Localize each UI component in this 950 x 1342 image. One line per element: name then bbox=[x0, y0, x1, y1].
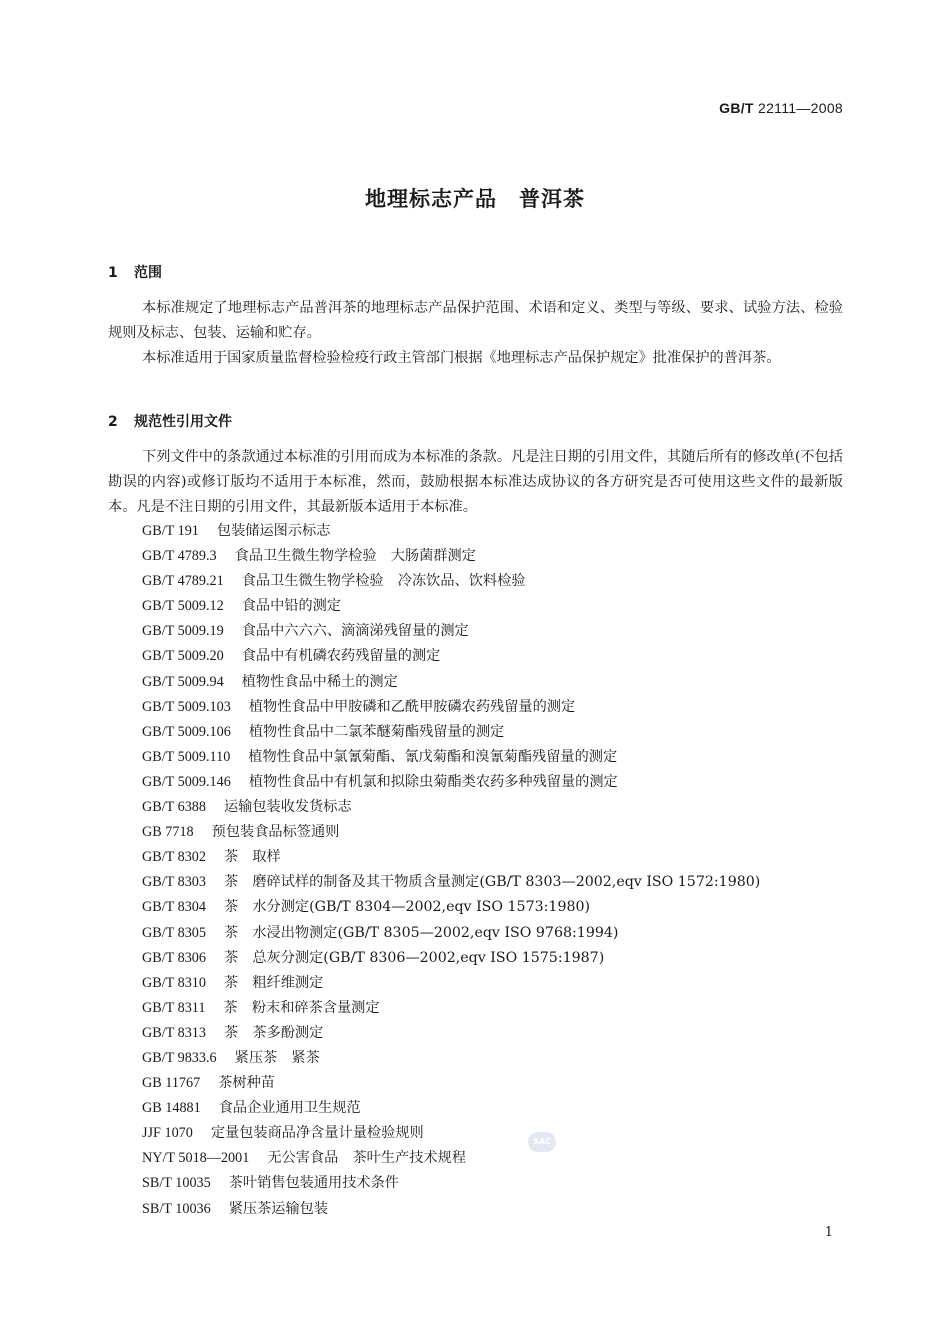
reference-title: 包装储运图示标志 bbox=[216, 523, 331, 539]
reference-title: 茶 水分测定(GB/T 8304—2002,eqv ISO 1573:1980) bbox=[223, 899, 591, 916]
reference-item bbox=[142, 946, 760, 971]
reference-item bbox=[142, 644, 760, 669]
section-number: 2 bbox=[108, 414, 118, 430]
reference-item bbox=[142, 594, 760, 619]
reference-title: 植物性食品中二氯苯醚菊酯残留量的测定 bbox=[248, 723, 505, 740]
section-heading-normative-references bbox=[108, 411, 232, 431]
reference-item bbox=[142, 1046, 760, 1071]
reference-title: 茶 取样 bbox=[223, 849, 281, 866]
reference-title: 植物性食品中甲胺磷和乙酰甲胺磷农药残留量的测定 bbox=[248, 698, 576, 715]
section-title: 规范性引用文件 bbox=[134, 414, 232, 430]
reference-title: 植物性食品中有机氯和拟除虫菊酯类农药多种残留量的测定 bbox=[248, 773, 618, 790]
reference-code: GB/T 8302 bbox=[142, 849, 206, 866]
reference-title: 紧压茶 紧茶 bbox=[234, 1049, 320, 1066]
reference-title: 紧压茶运输包装 bbox=[228, 1200, 329, 1217]
reference-code: GB/T 8306 bbox=[142, 949, 206, 966]
reference-item bbox=[142, 795, 760, 820]
reference-item bbox=[142, 1197, 760, 1222]
reference-item bbox=[142, 670, 760, 695]
reference-title: 食品中六六六、滴滴涕残留量的测定 bbox=[241, 623, 469, 640]
reference-title: 运输包装收发货标志 bbox=[223, 799, 352, 816]
reference-title: 茶叶销售包装通用技术条件 bbox=[228, 1175, 399, 1192]
reference-item bbox=[142, 1096, 760, 1121]
reference-code: GB/T 8311 bbox=[142, 999, 206, 1016]
reference-item bbox=[142, 870, 760, 895]
references-intro-paragraph: 下列文件中的条款通过本标准的引用而成为本标准的条款。凡是注日期的引用文件，其随后所有的修改单(不包括勘误的内容)或修订版均不适用于本标准，然而，鼓励根据本标准达成协议的各方研究是否可使用这些文件的最新版本。凡是不注日期的引用文件，其最新版本适用于本标准。 bbox=[108, 449, 843, 515]
reference-item bbox=[142, 921, 760, 946]
reference-title: 食品卫生微生物学检验 大肠菌群测定 bbox=[234, 548, 476, 565]
reference-code: GB/T 5009.19 bbox=[142, 623, 224, 640]
reference-code: GB/T 8304 bbox=[142, 899, 206, 916]
reference-title: 茶 粗纤维测定 bbox=[223, 974, 324, 991]
scope-paragraph: 本标准适用于国家质量监督检验检疫行政主管部门根据《地理标志产品保护规定》批准保护的普洱茶。 bbox=[142, 350, 781, 366]
reference-code: SB/T 10036 bbox=[142, 1200, 211, 1217]
reference-title: 食品卫生微生物学检验 冷冻饮品、饮料检验 bbox=[241, 573, 526, 590]
reference-title: 茶 总灰分测定(GB/T 8306—2002,eqv ISO 1575:1987) bbox=[223, 949, 605, 966]
reference-title: 植物性食品中稀土的测定 bbox=[241, 673, 398, 690]
reference-item bbox=[142, 770, 760, 795]
scope-paragraph: 本标准规定了地理标志产品普洱茶的地理标志产品保护范围、术语和定义、类型与等级、要求、试验方法、检验规则及标志、包装、运输和贮存。 bbox=[108, 300, 843, 341]
reference-code: GB/T 191 bbox=[142, 523, 199, 539]
reference-code: NY/T 5018—2001 bbox=[142, 1150, 250, 1167]
reference-item bbox=[142, 1146, 760, 1171]
reference-title: 食品中有机磷农药残留量的测定 bbox=[241, 648, 441, 665]
standard-prefix: GB/T bbox=[719, 100, 754, 116]
reference-item bbox=[142, 1021, 760, 1046]
reference-item bbox=[142, 971, 760, 996]
reference-title: 无公害食品 茶叶生产技术规程 bbox=[267, 1150, 466, 1167]
reference-title: 茶 茶多酚测定 bbox=[223, 1024, 324, 1041]
reference-item bbox=[142, 1171, 760, 1196]
reference-item bbox=[142, 845, 760, 870]
reference-title: 定量包装商品净含量计量检验规则 bbox=[210, 1125, 424, 1142]
reference-item bbox=[142, 820, 760, 845]
reference-code: GB/T 5009.146 bbox=[142, 773, 231, 790]
reference-code: GB/T 5009.20 bbox=[142, 648, 224, 665]
reference-code: GB/T 5009.106 bbox=[142, 723, 231, 740]
reference-code: GB/T 5009.12 bbox=[142, 598, 224, 615]
reference-code: GB/T 8303 bbox=[142, 874, 206, 891]
reference-code: GB/T 5009.110 bbox=[142, 748, 231, 765]
reference-code: GB 14881 bbox=[142, 1100, 201, 1117]
standard-number: 22111—2008 bbox=[758, 100, 843, 116]
page-number: 1 bbox=[824, 1225, 833, 1240]
reference-code: GB/T 8305 bbox=[142, 924, 206, 941]
reference-code: GB 11767 bbox=[142, 1075, 201, 1092]
reference-code: GB/T 9833.6 bbox=[142, 1049, 217, 1066]
reference-title: 茶 水浸出物测定(GB/T 8305—2002,eqv ISO 9768:1994) bbox=[223, 924, 619, 941]
reference-item bbox=[142, 544, 760, 569]
reference-code: GB/T 5009.103 bbox=[142, 698, 231, 715]
reference-title: 茶 粉末和碎茶含量测定 bbox=[223, 999, 380, 1016]
section-title: 范围 bbox=[134, 265, 162, 281]
reference-item bbox=[142, 1071, 760, 1096]
document-standard-number bbox=[719, 100, 843, 116]
reference-title: 茶 磨碎试样的制备及其干物质含量测定(GB/T 8303—2002,eqv ISO 1572:1980) bbox=[223, 874, 761, 891]
reference-title: 食品企业通用卫生规范 bbox=[218, 1100, 361, 1117]
reference-list bbox=[142, 519, 760, 1222]
sac-watermark-logo: SAC bbox=[528, 1132, 556, 1152]
reference-title: 预包装食品标签通则 bbox=[211, 824, 340, 841]
reference-title: 茶树种苗 bbox=[218, 1075, 275, 1092]
reference-item bbox=[142, 619, 760, 644]
reference-title: 植物性食品中氯氰菊酯、氰戊菊酯和溴氰菊酯残留量的测定 bbox=[248, 748, 618, 765]
reference-item bbox=[142, 569, 760, 594]
reference-code: GB/T 5009.94 bbox=[142, 673, 224, 690]
reference-code: GB/T 8310 bbox=[142, 974, 206, 991]
reference-item bbox=[142, 720, 760, 745]
reference-code: GB/T 6388 bbox=[142, 799, 206, 816]
reference-item bbox=[142, 1121, 760, 1146]
reference-item bbox=[142, 996, 760, 1021]
reference-code: SB/T 10035 bbox=[142, 1175, 211, 1192]
reference-code: GB/T 4789.21 bbox=[142, 573, 224, 590]
section-heading-scope bbox=[108, 262, 162, 282]
reference-title: 食品中铅的测定 bbox=[241, 598, 342, 615]
reference-code: GB/T 4789.3 bbox=[142, 548, 217, 565]
reference-code: JJF 1070 bbox=[142, 1125, 193, 1142]
section-number: 1 bbox=[108, 265, 118, 281]
reference-item bbox=[142, 519, 760, 544]
reference-code: GB/T 8313 bbox=[142, 1024, 206, 1041]
reference-item bbox=[142, 895, 760, 920]
reference-code: GB 7718 bbox=[142, 824, 194, 841]
document-title: 地理标志产品 普洱茶 bbox=[365, 187, 585, 211]
reference-item bbox=[142, 695, 760, 720]
reference-item bbox=[142, 745, 760, 770]
